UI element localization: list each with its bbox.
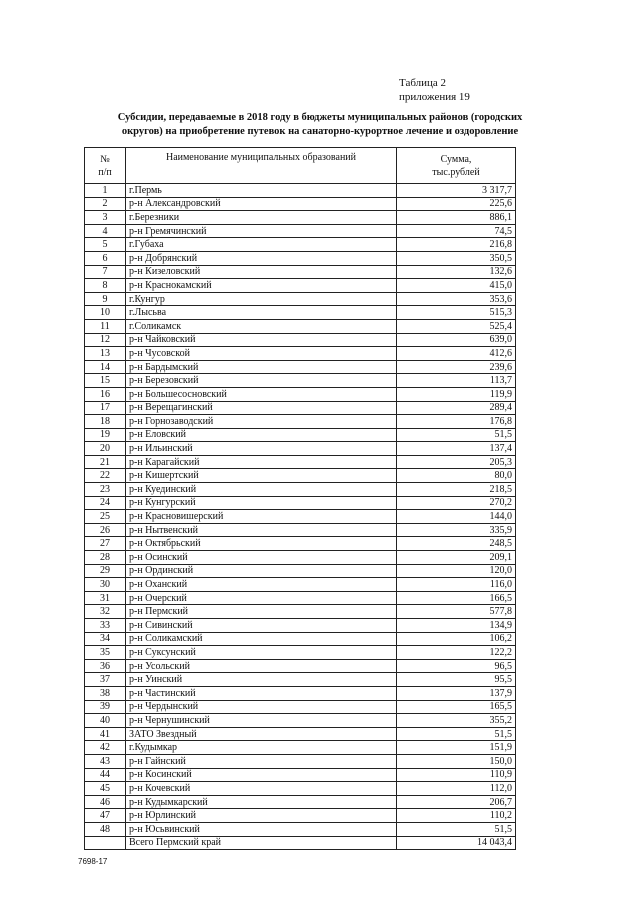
row-amount: 74,5 xyxy=(397,224,516,238)
row-amount: 525,4 xyxy=(397,319,516,333)
row-number: 41 xyxy=(85,727,126,741)
row-number: 9 xyxy=(85,292,126,306)
row-amount: 122,2 xyxy=(397,646,516,660)
row-municipality: р-н Уинский xyxy=(126,673,397,687)
row-amount: 134,9 xyxy=(397,619,516,633)
row-municipality: р-н Ильинский xyxy=(126,442,397,456)
table-row xyxy=(85,741,516,755)
row-number: 10 xyxy=(85,306,126,320)
row-number: 31 xyxy=(85,591,126,605)
row-amount: 415,0 xyxy=(397,279,516,293)
row-municipality: г.Березники xyxy=(126,211,397,225)
table-row xyxy=(85,510,516,524)
row-number: 32 xyxy=(85,605,126,619)
row-number: 8 xyxy=(85,279,126,293)
row-amount: 206,7 xyxy=(397,795,516,809)
row-amount: 137,9 xyxy=(397,686,516,700)
header-number xyxy=(85,148,126,184)
row-municipality: р-н Куединский xyxy=(126,483,397,497)
table-row xyxy=(85,782,516,796)
row-amount: 515,3 xyxy=(397,306,516,320)
row-amount: 110,9 xyxy=(397,768,516,782)
row-municipality: р-н Гремячинский xyxy=(126,224,397,238)
row-municipality: р-н Кудымкарский xyxy=(126,795,397,809)
row-municipality: р-н Очерский xyxy=(126,591,397,605)
row-municipality: р-н Горнозаводский xyxy=(126,415,397,429)
table-row xyxy=(85,211,516,225)
row-municipality: р-н Чайковский xyxy=(126,333,397,347)
row-municipality: р-н Юрлинский xyxy=(126,809,397,823)
table-row xyxy=(85,360,516,374)
table-row xyxy=(85,591,516,605)
row-municipality: р-н Соликамский xyxy=(126,632,397,646)
row-municipality: р-н Косинский xyxy=(126,768,397,782)
row-amount: 95,5 xyxy=(397,673,516,687)
table-row xyxy=(85,714,516,728)
row-amount: 116,0 xyxy=(397,578,516,592)
document-title xyxy=(60,111,580,138)
table-header-row xyxy=(85,148,516,184)
table-row xyxy=(85,238,516,252)
table-row xyxy=(85,578,516,592)
row-number: 47 xyxy=(85,809,126,823)
row-amount: 137,4 xyxy=(397,442,516,456)
header-sum xyxy=(397,148,516,184)
table-number: Таблица 2 xyxy=(399,77,447,89)
row-municipality: р-н Еловский xyxy=(126,428,397,442)
row-number: 7 xyxy=(85,265,126,279)
row-number: 33 xyxy=(85,619,126,633)
row-municipality: г.Соликамск xyxy=(126,319,397,333)
row-municipality: р-н Красновишерский xyxy=(126,510,397,524)
row-municipality: г.Кунгур xyxy=(126,292,397,306)
row-municipality: р-н Кизеловский xyxy=(126,265,397,279)
row-amount: 218,5 xyxy=(397,483,516,497)
row-number: 35 xyxy=(85,646,126,660)
row-number: 36 xyxy=(85,659,126,673)
table-row xyxy=(85,754,516,768)
title-line-2: округов) на приобретение путевок на санаторно-курортное лечение и оздоровление xyxy=(121,125,519,137)
row-municipality: р-н Верещагинский xyxy=(126,401,397,415)
header-name: Наименование муниципальных образований xyxy=(126,148,397,184)
row-amount: 106,2 xyxy=(397,632,516,646)
row-number: 29 xyxy=(85,564,126,578)
row-amount: 166,5 xyxy=(397,591,516,605)
row-number: 48 xyxy=(85,822,126,836)
row-number: 26 xyxy=(85,523,126,537)
row-amount: 205,3 xyxy=(397,455,516,469)
table-reference xyxy=(399,76,470,104)
row-municipality: р-н Березовский xyxy=(126,374,397,388)
table-row xyxy=(85,184,516,198)
row-amount: 119,9 xyxy=(397,387,516,401)
row-number: 2 xyxy=(85,197,126,211)
row-number: 3 xyxy=(85,211,126,225)
row-number: 17 xyxy=(85,401,126,415)
row-number: 14 xyxy=(85,360,126,374)
table-row xyxy=(85,224,516,238)
table-row xyxy=(85,319,516,333)
row-amount: 639,0 xyxy=(397,333,516,347)
row-municipality: р-н Большесосновский xyxy=(126,387,397,401)
row-municipality: г.Пермь xyxy=(126,184,397,198)
table-row xyxy=(85,822,516,836)
row-number: 5 xyxy=(85,238,126,252)
row-amount: 120,0 xyxy=(397,564,516,578)
row-municipality: г.Лысьва xyxy=(126,306,397,320)
table-row xyxy=(85,659,516,673)
row-number: 19 xyxy=(85,428,126,442)
row-amount: 112,0 xyxy=(397,782,516,796)
row-amount: 110,2 xyxy=(397,809,516,823)
row-amount: 3 317,7 xyxy=(397,184,516,198)
row-number: 44 xyxy=(85,768,126,782)
row-amount: 225,6 xyxy=(397,197,516,211)
row-amount: 51,5 xyxy=(397,727,516,741)
row-number: 18 xyxy=(85,415,126,429)
row-amount: 355,2 xyxy=(397,714,516,728)
row-number: 28 xyxy=(85,551,126,565)
table-row xyxy=(85,727,516,741)
row-number: 23 xyxy=(85,483,126,497)
row-amount: 335,9 xyxy=(397,523,516,537)
row-amount: 51,5 xyxy=(397,428,516,442)
row-number: 39 xyxy=(85,700,126,714)
row-municipality: р-н Юсьвинский xyxy=(126,822,397,836)
document-code: 7698-17 xyxy=(78,857,108,866)
row-amount: 165,5 xyxy=(397,700,516,714)
row-number: 30 xyxy=(85,578,126,592)
header-sum-line-2: тыс.рублей xyxy=(432,166,480,178)
table-row xyxy=(85,251,516,265)
row-amount: 216,8 xyxy=(397,238,516,252)
row-municipality: р-н Добрянский xyxy=(126,251,397,265)
row-municipality: р-н Бардымский xyxy=(126,360,397,374)
header-number-line-1: № xyxy=(100,153,110,165)
row-number: 43 xyxy=(85,754,126,768)
table-row xyxy=(85,795,516,809)
row-amount: 209,1 xyxy=(397,551,516,565)
row-number: 42 xyxy=(85,741,126,755)
row-number: 40 xyxy=(85,714,126,728)
row-amount: 577,8 xyxy=(397,605,516,619)
row-amount: 151,9 xyxy=(397,741,516,755)
subsidy-table xyxy=(84,147,516,850)
row-municipality: г.Кудымкар xyxy=(126,741,397,755)
row-amount: 96,5 xyxy=(397,659,516,673)
table-row xyxy=(85,333,516,347)
row-municipality: р-н Усольский xyxy=(126,659,397,673)
appendix-number: приложения 19 xyxy=(399,91,470,103)
total-value: 14 043,4 xyxy=(397,836,516,850)
row-municipality: р-н Сивинский xyxy=(126,619,397,633)
table-row xyxy=(85,197,516,211)
table-row xyxy=(85,768,516,782)
row-amount: 239,6 xyxy=(397,360,516,374)
row-number: 45 xyxy=(85,782,126,796)
table-row xyxy=(85,551,516,565)
row-number: 21 xyxy=(85,455,126,469)
row-number: 20 xyxy=(85,442,126,456)
row-municipality: р-н Кочевский xyxy=(126,782,397,796)
row-amount: 80,0 xyxy=(397,469,516,483)
row-municipality: р-н Оханский xyxy=(126,578,397,592)
table-row xyxy=(85,523,516,537)
table-row xyxy=(85,646,516,660)
row-municipality: р-н Карагайский xyxy=(126,455,397,469)
row-number: 12 xyxy=(85,333,126,347)
row-municipality: р-н Суксунский xyxy=(126,646,397,660)
table-row xyxy=(85,809,516,823)
table-row xyxy=(85,700,516,714)
table-row xyxy=(85,537,516,551)
row-number: 6 xyxy=(85,251,126,265)
row-amount: 144,0 xyxy=(397,510,516,524)
row-amount: 353,6 xyxy=(397,292,516,306)
table-row xyxy=(85,496,516,510)
table-row xyxy=(85,619,516,633)
table-row xyxy=(85,401,516,415)
row-amount: 248,5 xyxy=(397,537,516,551)
row-municipality: р-н Гайнский xyxy=(126,754,397,768)
table-row xyxy=(85,564,516,578)
row-amount: 51,5 xyxy=(397,822,516,836)
row-number: 4 xyxy=(85,224,126,238)
row-municipality: ЗАТО Звездный xyxy=(126,727,397,741)
table-row xyxy=(85,265,516,279)
row-number: 13 xyxy=(85,347,126,361)
table-row xyxy=(85,442,516,456)
row-municipality: р-н Чусовской xyxy=(126,347,397,361)
row-municipality: р-н Чердынский xyxy=(126,700,397,714)
row-number: 34 xyxy=(85,632,126,646)
table-row xyxy=(85,455,516,469)
row-number: 15 xyxy=(85,374,126,388)
row-number: 25 xyxy=(85,510,126,524)
row-municipality: р-н Кунгурский xyxy=(126,496,397,510)
row-number: 11 xyxy=(85,319,126,333)
table-row xyxy=(85,374,516,388)
row-amount: 270,2 xyxy=(397,496,516,510)
row-number: 24 xyxy=(85,496,126,510)
row-amount: 132,6 xyxy=(397,265,516,279)
row-number: 16 xyxy=(85,387,126,401)
title-line-1: Субсидии, передаваемые в 2018 году в бюджеты муниципальных районов (городских xyxy=(117,112,523,123)
table-row xyxy=(85,428,516,442)
row-amount: 176,8 xyxy=(397,415,516,429)
row-municipality: р-н Краснокамский xyxy=(126,279,397,293)
row-number: 46 xyxy=(85,795,126,809)
table-row xyxy=(85,686,516,700)
row-municipality: р-н Осинский xyxy=(126,551,397,565)
row-municipality: р-н Ординский xyxy=(126,564,397,578)
row-municipality: р-н Александровский xyxy=(126,197,397,211)
table-row xyxy=(85,306,516,320)
row-amount: 289,4 xyxy=(397,401,516,415)
row-municipality: р-н Частинский xyxy=(126,686,397,700)
row-number: 22 xyxy=(85,469,126,483)
row-municipality: р-н Кишертский xyxy=(126,469,397,483)
row-amount: 412,6 xyxy=(397,347,516,361)
row-number: 38 xyxy=(85,686,126,700)
table-row xyxy=(85,279,516,293)
row-municipality: г.Губаха xyxy=(126,238,397,252)
row-amount: 886,1 xyxy=(397,211,516,225)
row-amount: 350,5 xyxy=(397,251,516,265)
row-municipality: р-н Нытвенский xyxy=(126,523,397,537)
total-number-cell xyxy=(85,836,126,850)
table-row xyxy=(85,387,516,401)
table-row xyxy=(85,673,516,687)
table-row xyxy=(85,292,516,306)
row-number: 1 xyxy=(85,184,126,198)
table-row xyxy=(85,415,516,429)
row-number: 37 xyxy=(85,673,126,687)
row-amount: 150,0 xyxy=(397,754,516,768)
total-label: Всего Пермский край xyxy=(126,836,397,850)
table-row xyxy=(85,469,516,483)
table-row xyxy=(85,632,516,646)
row-municipality: р-н Октябрьский xyxy=(126,537,397,551)
row-number: 27 xyxy=(85,537,126,551)
row-municipality: р-н Чернушинский xyxy=(126,714,397,728)
header-sum-line-1: Сумма, xyxy=(440,153,472,165)
row-municipality: р-н Пермский xyxy=(126,605,397,619)
row-amount: 113,7 xyxy=(397,374,516,388)
table-row xyxy=(85,605,516,619)
header-number-line-2: п/п xyxy=(98,166,112,178)
table-row xyxy=(85,347,516,361)
table-row xyxy=(85,483,516,497)
total-row xyxy=(85,836,516,850)
